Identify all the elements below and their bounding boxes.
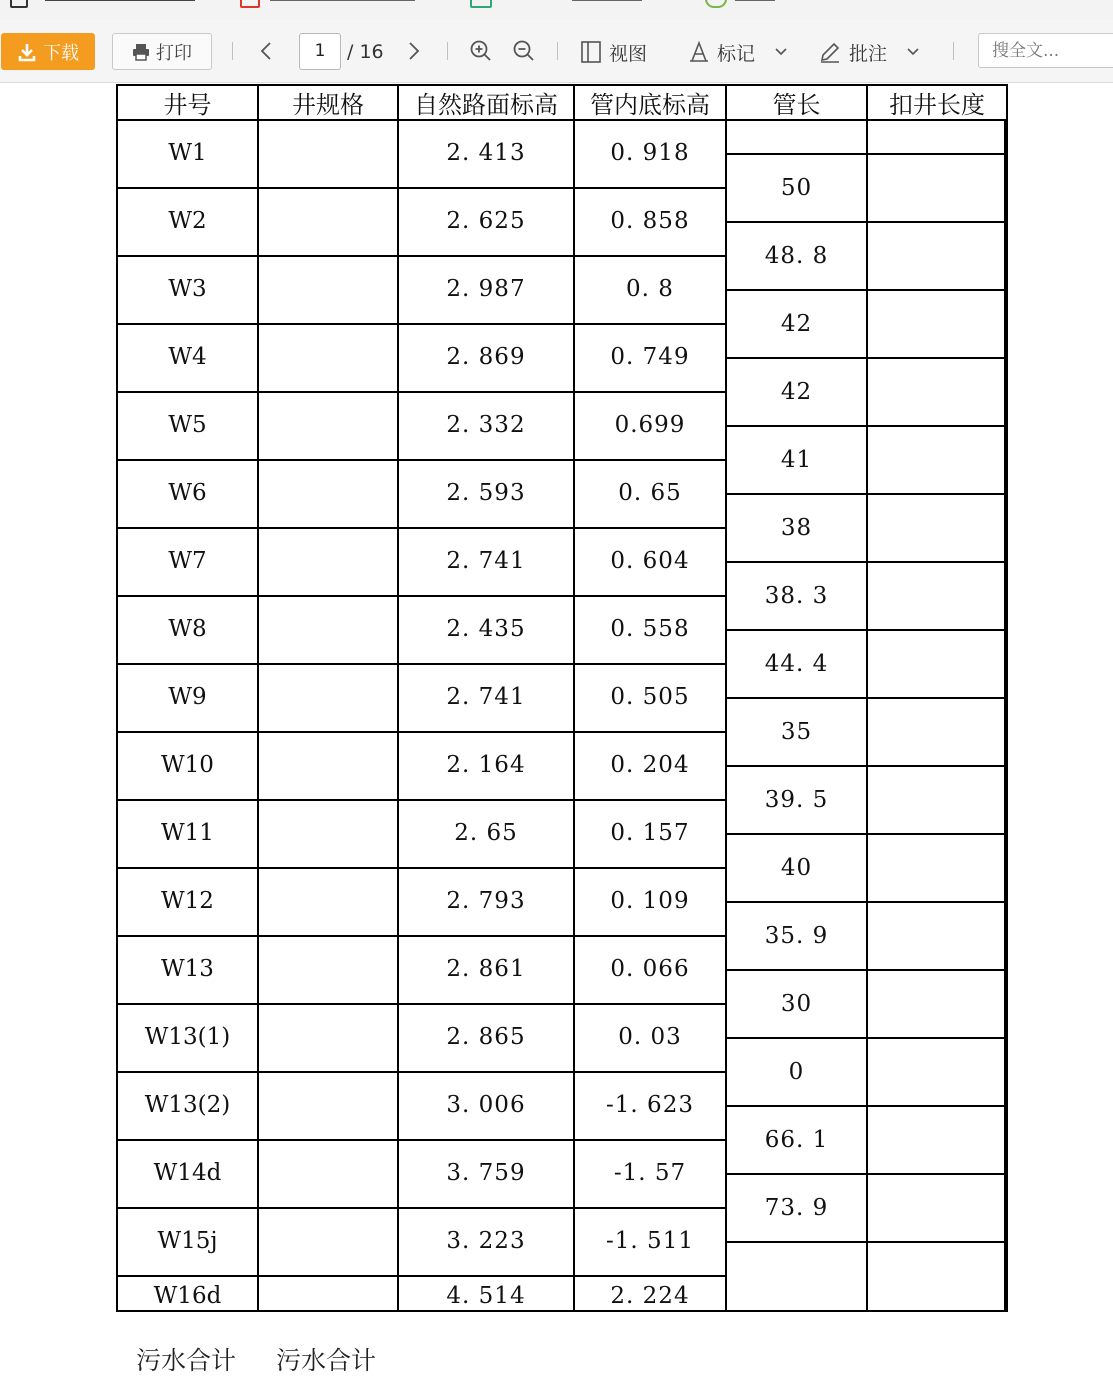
header-col-well-spec: 井规格 bbox=[257, 84, 397, 119]
pipe-length-cell: 39. 5 bbox=[725, 765, 866, 833]
search-input[interactable]: 搜全文... bbox=[978, 33, 1113, 68]
tab-title-fragment-2[interactable] bbox=[270, 0, 415, 1]
col-well-id-cell: W6 bbox=[116, 459, 257, 527]
col-well-spec-cell bbox=[257, 1071, 397, 1139]
col-well-id-cell: W2 bbox=[116, 187, 257, 255]
col-invert-elev-cell: 0. 8 bbox=[573, 255, 725, 323]
header-col-deduct-length: 扣井长度 bbox=[866, 84, 1006, 119]
col-invert-elev-cell: 0. 204 bbox=[573, 731, 725, 799]
col-ground-elev-cell: 2. 593 bbox=[397, 459, 573, 527]
zoom-out-button[interactable] bbox=[510, 37, 538, 65]
page-total: / 16 bbox=[347, 41, 384, 63]
col-well-id-cell: W10 bbox=[116, 731, 257, 799]
pipe-length-cell: 38 bbox=[725, 493, 866, 561]
col-ground-elev-cell: 2. 741 bbox=[397, 527, 573, 595]
col-ground-elev-cell: 2. 741 bbox=[397, 663, 573, 731]
pipe-length-cell: 30 bbox=[725, 969, 866, 1037]
col-invert-elev-cell: 0. 109 bbox=[573, 867, 725, 935]
col-well-spec-cell bbox=[257, 935, 397, 1003]
col-well-id-cell: W16d bbox=[116, 1275, 257, 1310]
view-menu[interactable] bbox=[580, 37, 647, 67]
tab-sheet-icon[interactable] bbox=[470, 0, 492, 8]
document-page bbox=[0, 83, 1113, 1383]
col-ground-elev-cell: 2. 861 bbox=[397, 935, 573, 1003]
col-well-spec-cell bbox=[257, 459, 397, 527]
col-well-id-cell: W13 bbox=[116, 935, 257, 1003]
col-invert-elev-cell: 2. 224 bbox=[573, 1275, 725, 1310]
chevron-down-icon bbox=[774, 47, 788, 57]
pipe-length-cell: 48. 8 bbox=[725, 221, 866, 289]
deduct-length-cell bbox=[866, 901, 1006, 969]
col-well-spec-cell bbox=[257, 1275, 397, 1310]
deduct-length-cell bbox=[866, 425, 1006, 493]
col-ground-elev-cell: 2. 625 bbox=[397, 187, 573, 255]
pipe-length-cell: 35 bbox=[725, 697, 866, 765]
deduct-length-cell bbox=[866, 221, 1006, 289]
col-invert-elev-cell: 0. 749 bbox=[573, 323, 725, 391]
deduct-length-cell bbox=[866, 765, 1006, 833]
col-ground-elev-cell: 2. 413 bbox=[397, 119, 573, 187]
tab-pdf-icon[interactable] bbox=[240, 0, 260, 8]
footer-label-2: 污水合计 bbox=[276, 1346, 377, 1375]
col-invert-elev-cell: 0. 157 bbox=[573, 799, 725, 867]
pipe-length-cell: 42 bbox=[725, 289, 866, 357]
annotate-menu[interactable] bbox=[818, 37, 920, 67]
pipe-length-cell: 0 bbox=[725, 1037, 866, 1105]
pipe-length-cell: 35. 9 bbox=[725, 901, 866, 969]
download-button[interactable] bbox=[1, 33, 95, 70]
pen-icon bbox=[818, 40, 842, 64]
toolbar-divider-2 bbox=[447, 42, 448, 60]
table-right-border bbox=[1006, 84, 1008, 1312]
print-button[interactable] bbox=[112, 33, 212, 70]
toolbar-divider-4 bbox=[953, 42, 954, 60]
col-well-id-cell: W5 bbox=[116, 391, 257, 459]
deduct-length-cell bbox=[866, 119, 1006, 153]
tab-title-fragment-4[interactable] bbox=[735, 0, 775, 1]
col-well-spec-cell bbox=[257, 187, 397, 255]
col-well-spec-cell bbox=[257, 391, 397, 459]
col-invert-elev-cell: -1. 511 bbox=[573, 1207, 725, 1275]
toolbar-divider bbox=[232, 42, 233, 60]
reader-toolbar bbox=[0, 20, 1113, 83]
col-well-spec-cell bbox=[257, 119, 397, 187]
tab-title-fragment[interactable] bbox=[45, 0, 195, 1]
col-well-spec-cell bbox=[257, 799, 397, 867]
col-ground-elev-cell: 2. 65 bbox=[397, 799, 573, 867]
deduct-length-cell bbox=[866, 1173, 1006, 1241]
col-well-id-cell: W13(2) bbox=[116, 1071, 257, 1139]
toolbar-divider-3 bbox=[557, 42, 558, 60]
zoom-in-icon bbox=[469, 39, 493, 63]
deduct-length-cell bbox=[866, 493, 1006, 561]
table-bottom-border-right bbox=[725, 1310, 1006, 1312]
tab-title-fragment-3[interactable] bbox=[572, 0, 642, 1]
col-invert-elev-cell: 0.699 bbox=[573, 391, 725, 459]
col-well-spec-cell bbox=[257, 1139, 397, 1207]
mark-menu[interactable] bbox=[688, 37, 788, 67]
annotate-label: 批注 bbox=[849, 42, 888, 65]
deduct-length-cell bbox=[866, 833, 1006, 901]
col-ground-elev-cell: 3. 759 bbox=[397, 1139, 573, 1207]
pipe-length-cell: 73. 9 bbox=[725, 1173, 866, 1241]
printer-icon bbox=[132, 43, 150, 61]
col-ground-elev-cell: 2. 435 bbox=[397, 595, 573, 663]
col-ground-elev-cell: 2. 865 bbox=[397, 1003, 573, 1071]
col-ground-elev-cell: 2. 793 bbox=[397, 867, 573, 935]
zoom-out-icon bbox=[512, 39, 536, 63]
col-invert-elev-cell: 0. 03 bbox=[573, 1003, 725, 1071]
col-well-id-cell: W1 bbox=[116, 119, 257, 187]
pipe-length-cell: 42 bbox=[725, 357, 866, 425]
prev-page-button[interactable] bbox=[252, 37, 280, 65]
zoom-in-button[interactable] bbox=[467, 37, 495, 65]
next-page-button[interactable] bbox=[400, 37, 428, 65]
mark-label: 标记 bbox=[717, 42, 756, 65]
col-well-spec-cell bbox=[257, 1003, 397, 1071]
col-ground-elev-cell: 3. 223 bbox=[397, 1207, 573, 1275]
deduct-length-cell bbox=[866, 969, 1006, 1037]
deduct-length-cell bbox=[866, 1241, 1006, 1310]
col-well-id-cell: W12 bbox=[116, 867, 257, 935]
header-col-ground-elev: 自然路面标高 bbox=[397, 84, 573, 119]
col-well-spec-cell bbox=[257, 323, 397, 391]
col-ground-elev-cell: 4. 514 bbox=[397, 1275, 573, 1310]
deduct-length-cell bbox=[866, 697, 1006, 765]
pipe-length-cell: 44. 4 bbox=[725, 629, 866, 697]
tab-doc-icon[interactable] bbox=[10, 0, 28, 8]
tab-app-icon[interactable] bbox=[705, 0, 727, 8]
deduct-length-cell bbox=[866, 1105, 1006, 1173]
col-well-spec-cell bbox=[257, 731, 397, 799]
deduct-length-cell bbox=[866, 357, 1006, 425]
col-well-id-cell: W7 bbox=[116, 527, 257, 595]
deduct-length-cell bbox=[866, 1037, 1006, 1105]
col-well-spec-cell bbox=[257, 867, 397, 935]
download-icon bbox=[17, 42, 37, 62]
col-well-spec-cell bbox=[257, 255, 397, 323]
pipe-length-cell: 38. 3 bbox=[725, 561, 866, 629]
col-well-spec-cell bbox=[257, 1207, 397, 1275]
page-number-input[interactable]: 1 bbox=[299, 33, 341, 70]
pipe-length-cell bbox=[725, 119, 866, 153]
col-well-id-cell: W13(1) bbox=[116, 1003, 257, 1071]
view-label: 视图 bbox=[609, 42, 648, 65]
col-invert-elev-cell: 0. 066 bbox=[573, 935, 725, 1003]
pipe-length-cell: 50 bbox=[725, 153, 866, 221]
header-col-invert-elev: 管内底标高 bbox=[573, 84, 725, 119]
col-well-id-cell: W15j bbox=[116, 1207, 257, 1275]
col-invert-elev-cell: -1. 623 bbox=[573, 1071, 725, 1139]
mark-icon bbox=[688, 40, 710, 64]
pipe-length-cell: 66. 1 bbox=[725, 1105, 866, 1173]
tab-strip bbox=[0, 0, 1113, 20]
print-label: 打印 bbox=[156, 42, 192, 64]
col-invert-elev-cell: 0. 558 bbox=[573, 595, 725, 663]
col-invert-elev-cell: -1. 57 bbox=[573, 1139, 725, 1207]
col-invert-elev-cell: 0. 604 bbox=[573, 527, 725, 595]
chevron-right-icon bbox=[407, 41, 421, 61]
col-well-spec-cell bbox=[257, 527, 397, 595]
deduct-length-cell bbox=[866, 629, 1006, 697]
col-invert-elev-cell: 0. 918 bbox=[573, 119, 725, 187]
col-invert-elev-cell: 0. 858 bbox=[573, 187, 725, 255]
col-ground-elev-cell: 2. 164 bbox=[397, 731, 573, 799]
chevron-left-icon bbox=[259, 41, 273, 61]
header-col-well-id: 井号 bbox=[116, 84, 257, 119]
col-ground-elev-cell: 3. 006 bbox=[397, 1071, 573, 1139]
col-well-id-cell: W3 bbox=[116, 255, 257, 323]
pipe-length-cell: 40 bbox=[725, 833, 866, 901]
chevron-down-icon bbox=[906, 47, 920, 57]
pipe-length-cell: 41 bbox=[725, 425, 866, 493]
header-col-pipe-length: 管长 bbox=[725, 84, 866, 119]
col-well-id-cell: W14d bbox=[116, 1139, 257, 1207]
deduct-length-cell bbox=[866, 561, 1006, 629]
col-ground-elev-cell: 2. 869 bbox=[397, 323, 573, 391]
col-invert-elev-cell: 0. 65 bbox=[573, 459, 725, 527]
col-well-id-cell: W4 bbox=[116, 323, 257, 391]
col-well-id-cell: W9 bbox=[116, 663, 257, 731]
col-ground-elev-cell: 2. 987 bbox=[397, 255, 573, 323]
col-well-spec-cell bbox=[257, 663, 397, 731]
col-ground-elev-cell: 2. 332 bbox=[397, 391, 573, 459]
pipe-length-cell bbox=[725, 1241, 866, 1310]
deduct-length-cell bbox=[866, 289, 1006, 357]
col-well-id-cell: W11 bbox=[116, 799, 257, 867]
col-well-spec-cell bbox=[257, 595, 397, 663]
view-icon bbox=[580, 40, 602, 64]
col-invert-elev-cell: 0. 505 bbox=[573, 663, 725, 731]
download-label: 下载 bbox=[43, 42, 79, 64]
col-well-id-cell: W8 bbox=[116, 595, 257, 663]
deduct-length-cell bbox=[866, 153, 1006, 221]
footer-label-1: 污水合计 bbox=[136, 1346, 237, 1375]
